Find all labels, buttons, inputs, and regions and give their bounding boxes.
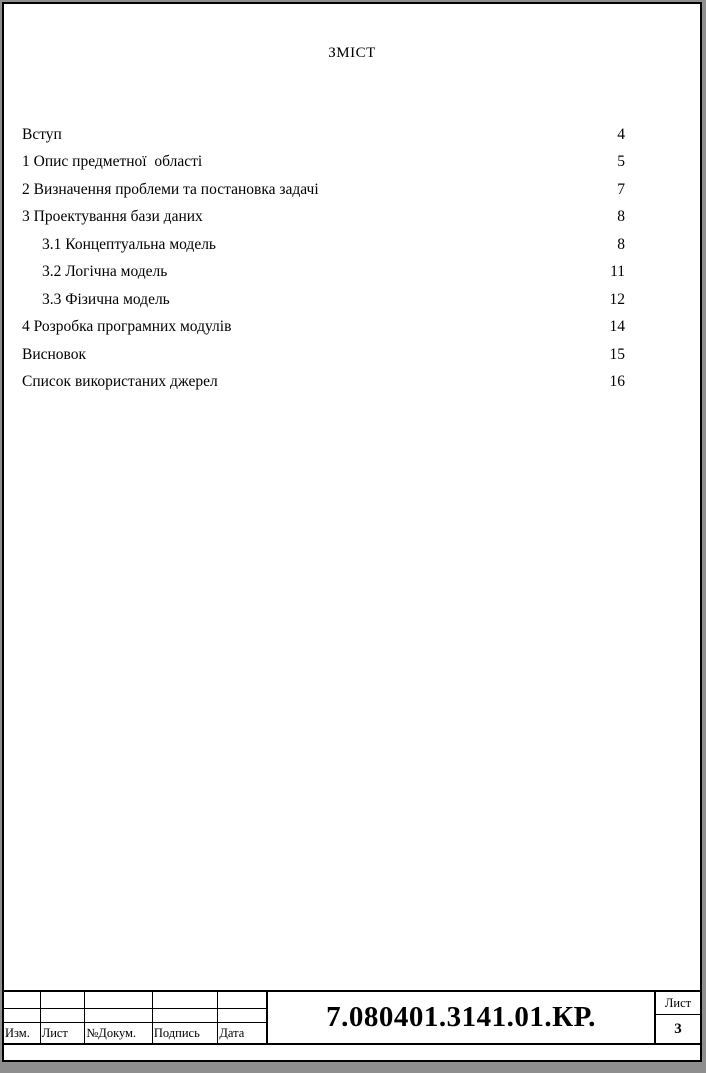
revision-table-cell: [153, 992, 219, 1008]
revision-table-header-row: [4, 1022, 266, 1043]
toc-entry-label: Список використаних джерел: [22, 372, 218, 390]
revision-table: [4, 992, 268, 1043]
toc-entry-page-number: 16: [609, 372, 625, 390]
toc-entry-page-number: 8: [617, 208, 625, 226]
revision-table-cell: [41, 992, 86, 1008]
toc-entry-page-number: 7: [617, 180, 625, 198]
toc-entry: [22, 313, 625, 340]
revision-table-header-cell: №Докум.: [85, 1023, 152, 1043]
sheet-label: Лист: [656, 992, 700, 1015]
table-of-contents: [22, 121, 625, 395]
sheet-number: 3: [674, 1021, 682, 1037]
revision-table-cell: [153, 1009, 219, 1022]
sheet-cell: [656, 992, 700, 1043]
page-title: ЗМІСТ: [328, 45, 376, 61]
toc-entry: [22, 148, 625, 175]
revision-table-header-cell: Изм.: [4, 1023, 41, 1043]
toc-entry-page-number: 15: [609, 345, 625, 363]
toc-entry-page-number: 11: [610, 263, 625, 281]
toc-entry: [22, 258, 625, 285]
toc-entry-page-number: 8: [617, 235, 625, 253]
toc-entry: [22, 231, 625, 258]
revision-table-header-cell: Дата: [219, 1026, 245, 1040]
document-number: 7.080401.3141.01.КР.: [268, 992, 656, 1043]
toc-entry-label: 4 Розробка програмних модулів: [22, 318, 232, 336]
toc-entry-label: 2 Визначення проблеми та постановка задачі: [22, 180, 319, 198]
toc-entry-label: Висновок: [22, 345, 87, 363]
revision-table-header-cell: Подпись: [153, 1023, 219, 1043]
revision-table-cell: [4, 1009, 41, 1022]
document-page: [2, 2, 702, 1062]
revision-table-cell: [85, 992, 152, 1008]
toc-entry-label: 3 Проектування бази даних: [22, 208, 203, 226]
toc-entry: [22, 203, 625, 230]
toc-entry: [22, 121, 625, 148]
revision-table-cell: [218, 992, 266, 1008]
toc-entry: [22, 341, 625, 368]
revision-table-empty-row: [4, 992, 266, 1008]
revision-table-empty-row: [4, 1008, 266, 1022]
toc-entry-label: 3.2 Логічна модель: [42, 263, 168, 281]
revision-table-header-cell: Лист: [41, 1023, 86, 1043]
toc-entry: [22, 368, 625, 395]
toc-entry-page-number: 4: [617, 126, 625, 143]
toc-entry: [22, 176, 625, 203]
toc-entry-label: 3.1 Концептуальна модель: [42, 235, 216, 253]
toc-entry-label: 3.3 Фізична модель: [42, 290, 170, 308]
toc-entry-page-number: 14: [609, 318, 625, 336]
toc-entry-label: 1 Опис предметної області: [22, 153, 203, 171]
toc-entry-page-number: 12: [609, 290, 625, 308]
toc-entry-label: Вступ: [22, 126, 62, 143]
revision-table-cell: [41, 1009, 86, 1022]
toc-entry-page-number: 5: [617, 153, 625, 171]
toc-entry: [22, 286, 625, 313]
revision-table-cell: [218, 1009, 266, 1022]
revision-table-cell: [4, 992, 41, 1008]
drawing-title-block: [4, 990, 700, 1045]
revision-table-cell: [85, 1009, 152, 1022]
